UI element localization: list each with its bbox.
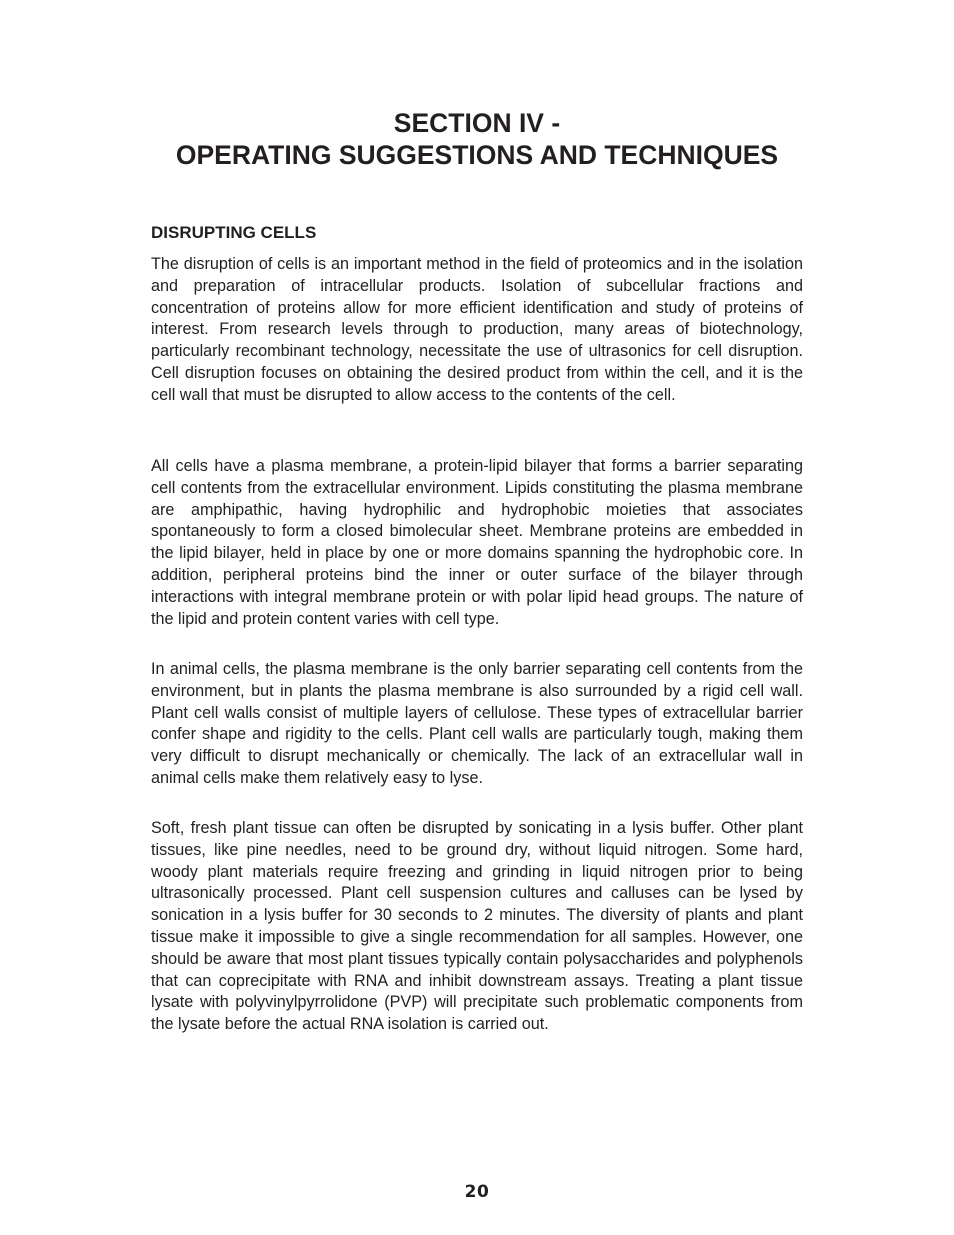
page-title xyxy=(0,107,954,171)
page-title-line-1: SECTION IV - xyxy=(393,108,561,138)
paragraph-2: All cells have a plasma membrane, a protein-lipid bilayer that forms a barrier separating cell contents from the extracellular environment. Lipids constituting the plasma membrane are amphipathic, having hydrophilic and hydrophobic moieties that associates spontaneously to form a closed bimolecular sheet. Membrane proteins are embedded in the lipid bilayer, held in place by one or more domains spanning the hydrophobic core. In addition, peripheral proteins bind the inner or outer surface of the bilayer through interactions with integral membrane protein or with polar lipid head groups. The nature of the lipid and protein content varies with cell type. xyxy=(151,457,803,628)
paragraph-4: Soft, fresh plant tissue can often be disrupted by sonicating in a lysis buffer. Other plant tissues, like pine needles, need to be ground dry, without liquid nitrogen. Some hard, woody plant materials require freezing and grinding in liquid nitrogen prior to being ultrasonically processed. Plant cell suspension cultures and calluses can be lysed by sonication in a lysis buffer for 30 seconds to 2 minutes. The diversity of plants and plant tissue make it impossible to give a single recommendation for all samples. However, one should be aware that most plant tissues typically contain polysaccharides and polyphenols that can coprecipitate with RNA and inhibit downstream assays. Treating a plant tissue lysate with polyvinylpyrrolidone (PVP) will precipitate such problematic components from the lysate before the actual RNA isolation is carried out. xyxy=(151,819,803,1034)
page-number: 20 xyxy=(464,1182,490,1202)
paragraph-3: In animal cells, the plasma membrane is the only barrier separating cell contents from the environment, but in plants the plasma membrane is also surrounded by a rigid cell wall. Plant cell walls consist of multiple layers of cellulose. These types of extracellular barrier confer shape and rigidity to the cells. Plant cell walls are particularly tough, making them very difficult to disrupt mechanically or chemically. The lack of an extracellular wall in animal cells make them relatively easy to lyse. xyxy=(151,660,803,787)
page-title-line-2: OPERATING SUGGESTIONS AND TECHNIQUES xyxy=(175,140,779,170)
section-heading: DISRUPTING CELLS xyxy=(151,223,317,242)
paragraph-1: The disruption of cells is an important method in the field of proteomics and in the isolation and preparation of intracellular products. Isolation of subcellular fractions and concentration of proteins allow for more efficient identification and study of proteins of interest. From research levels through to production, many areas of biotechnology, particularly recombinant technology, necessitate the use of ultrasonics for cell disruption. Cell disruption focuses on obtaining the desired product from within the cell, and it is the cell wall that must be disrupted to allow access to the contents of the cell. xyxy=(151,255,803,404)
